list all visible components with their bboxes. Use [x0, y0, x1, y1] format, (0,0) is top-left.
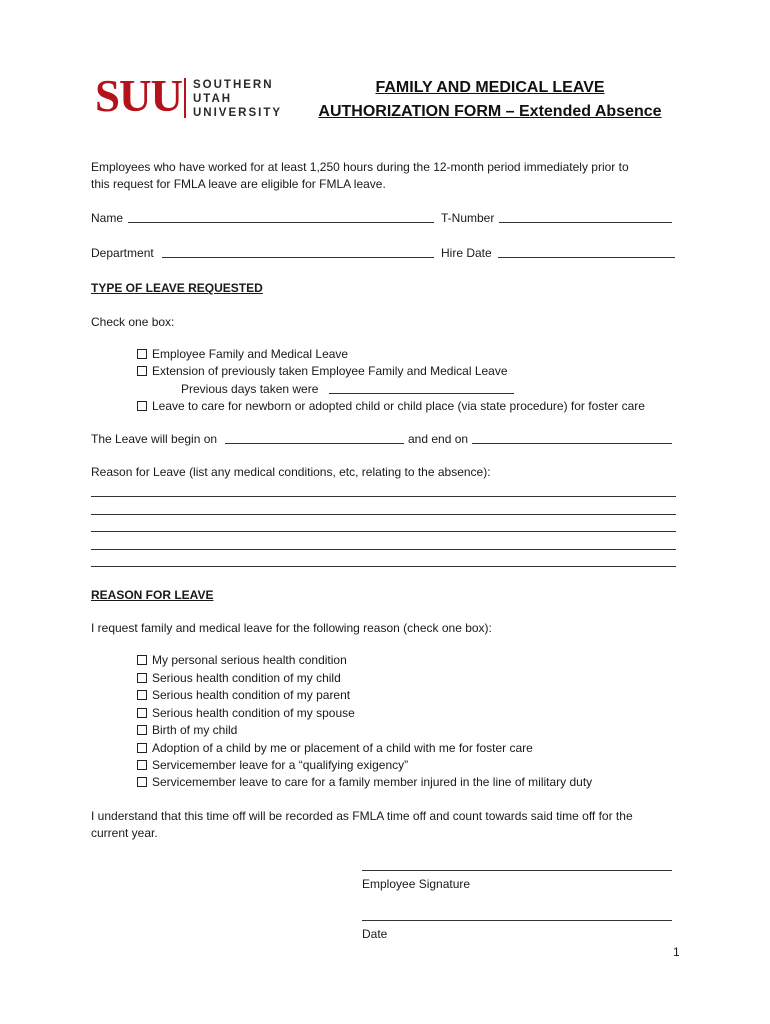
form-title-line1: FAMILY AND MEDICAL LEAVE: [375, 79, 605, 96]
reason-option-label: Serious health condition of my child: [152, 671, 341, 685]
date-label: Date: [362, 927, 388, 941]
logo-word-university: UNIVERSITY: [193, 107, 283, 119]
acknowledgement-line1: I understand that this time off will be recorded as FMLA time off and count towards said time off for the: [91, 809, 633, 823]
reason-line[interactable]: [91, 514, 676, 515]
leave-type-option-label: Leave to care for newborn or adopted child or child place (via state procedure) for foster care: [152, 399, 645, 413]
reason-option-label: Servicemember leave to care for a family member injured in the line of military duty: [152, 775, 593, 789]
reason-option[interactable]: [137, 706, 355, 721]
form-title: [300, 76, 680, 124]
checkbox[interactable]: [137, 725, 147, 735]
checkbox[interactable]: [137, 690, 147, 700]
leave-type-option[interactable]: [137, 347, 348, 362]
leave-type-option-label: Extension of previously taken Employee Family and Medical Leave: [152, 364, 508, 378]
logo-word-utah: UTAH: [193, 93, 233, 105]
eligibility-text-line2: this request for FMLA leave are eligible for FMLA leave.: [91, 177, 386, 191]
leave-type-heading: TYPE OF LEAVE REQUESTED: [91, 281, 263, 295]
reason-option[interactable]: [137, 688, 350, 703]
checkbox[interactable]: [137, 655, 147, 665]
suu-logo-wordmark: [193, 78, 282, 120]
reason-option-label: Serious health condition of my parent: [152, 688, 351, 702]
reason-option-label: Servicemember leave for a “qualifying exigency”: [152, 758, 409, 772]
reason-line[interactable]: [91, 549, 676, 550]
leave-begin-label: The Leave will begin on: [91, 432, 218, 446]
reason-line[interactable]: [91, 531, 676, 532]
logo-word-southern: SOUTHERN: [193, 79, 274, 91]
date-field[interactable]: [362, 920, 672, 921]
reason-description-label: Reason for Leave (list any medical conditions, etc, relating to the absence):: [91, 465, 491, 479]
hire-date-label: Hire Date: [441, 246, 492, 260]
signature-label: Employee Signature: [362, 877, 471, 891]
reason-instruction: I request family and medical leave for the following reason (check one box):: [91, 621, 492, 635]
reason-option[interactable]: [137, 758, 408, 773]
reason-line[interactable]: [91, 496, 676, 497]
checkbox[interactable]: [137, 760, 147, 770]
reason-line[interactable]: [91, 566, 676, 567]
leave-type-option[interactable]: [137, 364, 508, 379]
signature-field[interactable]: [362, 870, 672, 871]
acknowledgement-line2: current year.: [91, 826, 158, 840]
reason-option-label: Adoption of a child by me or placement of a child with me for foster care: [152, 741, 533, 755]
leave-type-option[interactable]: [137, 399, 645, 414]
suu-logo-mark: SUU: [95, 71, 183, 121]
hire-date-field[interactable]: [498, 246, 675, 258]
reason-heading: REASON FOR LEAVE: [91, 588, 214, 602]
checkbox[interactable]: [137, 366, 147, 376]
form-title-line2: AUTHORIZATION FORM – Extended Absence: [318, 103, 662, 120]
page-number: 1: [673, 945, 680, 959]
reason-option[interactable]: [137, 741, 533, 756]
previous-days-label: Previous days taken were: [181, 382, 319, 396]
leave-end-label: and end on: [408, 432, 469, 446]
reason-option[interactable]: [137, 671, 341, 686]
leave-type-option-label: Employee Family and Medical Leave: [152, 347, 349, 361]
name-label: Name: [91, 211, 124, 225]
checkbox[interactable]: [137, 673, 147, 683]
reason-option[interactable]: [137, 653, 347, 668]
reason-option-label: My personal serious health condition: [152, 653, 347, 667]
department-label: Department: [91, 246, 154, 260]
logo-divider: [184, 78, 186, 118]
previous-days-field[interactable]: [329, 382, 514, 394]
checkbox[interactable]: [137, 743, 147, 753]
reason-option[interactable]: [137, 723, 237, 738]
checkbox[interactable]: [137, 349, 147, 359]
leave-type-instruction: Check one box:: [91, 315, 175, 329]
tnumber-field[interactable]: [499, 211, 672, 223]
checkbox[interactable]: [137, 777, 147, 787]
reason-option-label: Birth of my child: [152, 723, 238, 737]
eligibility-text-line1: Employees who have worked for at least 1,250 hours during the 12-month period immediately prior to: [91, 160, 629, 174]
department-field[interactable]: [162, 246, 434, 258]
name-field[interactable]: [128, 211, 434, 223]
checkbox[interactable]: [137, 708, 147, 718]
leave-begin-field[interactable]: [225, 432, 404, 444]
reason-option[interactable]: [137, 775, 592, 790]
tnumber-label: T-Number: [441, 211, 495, 225]
reason-option-label: Serious health condition of my spouse: [152, 706, 355, 720]
checkbox[interactable]: [137, 401, 147, 411]
leave-end-field[interactable]: [472, 432, 672, 444]
